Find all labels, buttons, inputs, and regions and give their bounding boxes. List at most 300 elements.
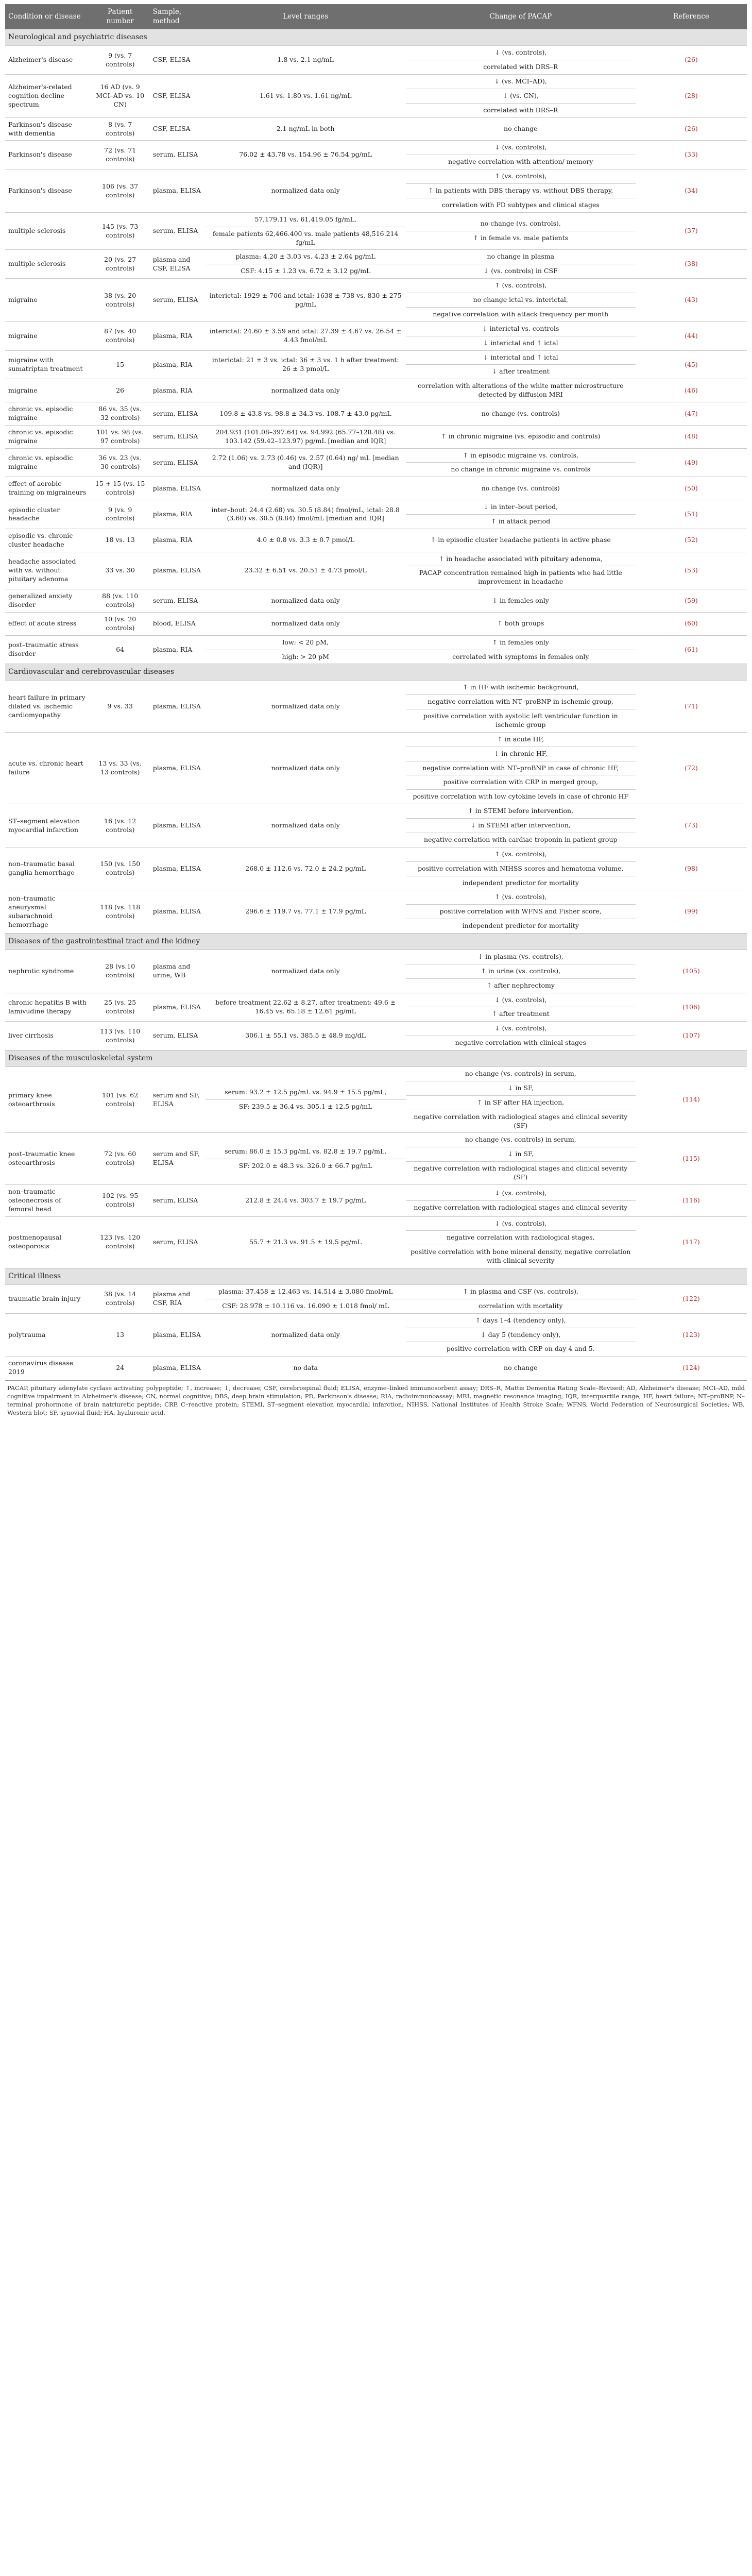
change-line: ↑ in headache associated with pituitary adenoma, [438, 554, 603, 563]
reference-link[interactable]: (37) [636, 212, 747, 250]
level-ranges-cell [206, 1284, 406, 1313]
patient-number-cell: 8 (vs. 7 controls) [91, 117, 150, 141]
reference-link[interactable]: (26) [636, 117, 747, 141]
reference-link[interactable]: (46) [636, 379, 747, 402]
table-body [5, 29, 747, 1379]
patient-number-cell: 150 (vs. 150 controls) [91, 847, 150, 890]
patient-number-cell: 38 (vs. 20 controls) [91, 279, 150, 322]
change-line: negative correlation with radiological stages and clinical severity (SF) [406, 1161, 636, 1184]
reference-link[interactable]: (60) [636, 612, 747, 635]
level-range-line: 204.931 (101.08–397.64) vs. 94.992 (65.77–128.48) vs. 103.142 (59.42–123.97) pg/mL [median and IQR] [215, 428, 396, 445]
level-range-line: 55.7 ± 21.3 vs. 91.5 ± 19.5 pg/mL [249, 1238, 362, 1246]
level-range-line: CSF: 28.978 ± 10.116 vs. 16.090 ± 1.018 fmol/ mL [206, 1299, 406, 1313]
change-of-pacap-cell [406, 402, 636, 426]
reference-link[interactable]: (71) [636, 681, 747, 733]
table-row [5, 612, 747, 635]
condition-cell: heart failure in primary dilated vs. ischemic cardiomyopathy [5, 681, 91, 733]
section-header-row [5, 934, 747, 950]
patient-number-cell: 9 vs. 33 [91, 681, 150, 733]
level-ranges-cell [206, 1067, 406, 1133]
change-line: ↓ (vs. controls), [494, 1024, 547, 1032]
table-row [5, 141, 747, 170]
section-title: Critical illness [5, 1268, 747, 1285]
level-range-line: no data [293, 1363, 318, 1371]
sample-method-cell: plasma, RIA [150, 635, 206, 664]
change-of-pacap-cell [406, 321, 636, 350]
level-range-line: normalized data only [271, 619, 340, 628]
reference-link[interactable]: (61) [636, 635, 747, 664]
table-row [5, 212, 747, 250]
reference-link[interactable]: (44) [636, 321, 747, 350]
change-of-pacap-cell [406, 425, 636, 448]
change-line: ↓ (vs. controls), [494, 995, 547, 1004]
level-ranges-cell [206, 1133, 406, 1185]
level-range-line: high: > 20 pM [206, 650, 406, 664]
change-line: no change (vs. controls) in serum, [465, 1136, 576, 1144]
table-row [5, 1216, 747, 1268]
change-of-pacap-cell [406, 448, 636, 477]
patient-number-cell: 87 (vs. 40 controls) [91, 321, 150, 350]
change-of-pacap-cell [406, 804, 636, 848]
change-line: positive correlation with CRP in merged group, [406, 775, 636, 789]
level-ranges-cell [206, 635, 406, 664]
sample-method-cell: plasma, ELISA [150, 732, 206, 804]
change-line: correlated with symptoms in females only [406, 650, 636, 664]
reference-link[interactable]: (105) [636, 950, 747, 993]
table-row [5, 75, 747, 118]
change-line: ↓ in females only [492, 596, 549, 604]
reference-link[interactable]: (26) [636, 46, 747, 75]
sample-method-cell: CSF, ELISA [150, 46, 206, 75]
change-line: ↑ in female vs. male patients [406, 231, 636, 245]
patient-number-cell: 113 (vs. 110 controls) [91, 1022, 150, 1050]
change-line: ↑ in STEMI before intervention, [468, 807, 574, 815]
level-ranges-cell [206, 847, 406, 890]
change-line: ↓ interictal vs. controls [482, 324, 559, 332]
table-row [5, 1284, 747, 1313]
table-row [5, 477, 747, 500]
level-range-line: before treatment 22.62 ± 8.27, after treatment: 49.6 ± 16.45 vs. 65.18 ± 12.61 pg/mL [215, 998, 396, 1015]
change-of-pacap-cell [406, 250, 636, 279]
patient-number-cell: 13 vs. 33 (vs. 13 controls) [91, 732, 150, 804]
sample-method-cell: CSF, ELISA [150, 117, 206, 141]
patient-number-cell: 64 [91, 635, 150, 664]
table-row [5, 1133, 747, 1185]
change-of-pacap-cell [406, 612, 636, 635]
reference-link[interactable]: (115) [636, 1133, 747, 1185]
level-ranges-cell [206, 321, 406, 350]
change-line: negative correlation with attack frequency per month [406, 307, 636, 321]
level-ranges-cell [206, 804, 406, 848]
level-ranges-cell [206, 950, 406, 993]
table-row [5, 993, 747, 1022]
sample-method-cell: plasma, RIA [150, 350, 206, 379]
change-line: ↑ in attack period [406, 514, 636, 529]
change-of-pacap-cell [406, 350, 636, 379]
change-line: ↓ interictal and ↑ ictal [483, 353, 558, 361]
change-line: ↑ both groups [497, 619, 544, 628]
condition-cell: Alzheimer's-related cognition decline spectrum [5, 75, 91, 118]
table-row [5, 1313, 747, 1357]
header-reference: Reference [636, 4, 747, 29]
level-ranges-cell [206, 1216, 406, 1268]
condition-cell: Parkinson's disease [5, 170, 91, 213]
change-of-pacap-cell [406, 1022, 636, 1050]
change-of-pacap-cell [406, 212, 636, 250]
change-line: positive correlation with systolic left ventricular function in ischemic group [406, 709, 636, 732]
table-row [5, 681, 747, 733]
sample-method-cell: plasma, RIA [150, 500, 206, 529]
change-line: independent predictor for mortality [406, 876, 636, 890]
level-ranges-cell [206, 250, 406, 279]
change-line: negative correlation with cardiac troponin in patient group [406, 833, 636, 847]
change-of-pacap-cell [406, 529, 636, 552]
change-line: ↓ in chronic HF, [406, 747, 636, 761]
change-line: no change in plasma [487, 252, 555, 261]
change-line: correlated with DRS–R [406, 60, 636, 74]
condition-cell: episodic cluster headache [5, 500, 91, 529]
change-line: no change [504, 125, 538, 133]
patient-number-cell: 101 vs. 98 (vs. 97 controls) [91, 425, 150, 448]
sample-method-cell: CSF, ELISA [150, 75, 206, 118]
sample-method-cell: plasma and urine, WB [150, 950, 206, 993]
level-range-line: normalized data only [271, 386, 340, 394]
change-line: no change [504, 1363, 538, 1371]
condition-cell: headache associated with vs. without pituitary adenoma [5, 552, 91, 589]
level-range-line: SF: 239.5 ± 36.4 vs. 305.1 ± 12.5 pg/mL [206, 1099, 406, 1114]
level-ranges-cell [206, 1313, 406, 1357]
section-header-row [5, 1268, 747, 1285]
condition-cell: Parkinson's disease [5, 141, 91, 170]
reference-link[interactable]: (52) [636, 529, 747, 552]
document-page [5, 0, 747, 1422]
reference-link[interactable]: (49) [636, 448, 747, 477]
reference-link[interactable]: (43) [636, 279, 747, 322]
condition-cell: generalized anxiety disorder [5, 589, 91, 613]
table-footnote: PACAP, pituitary adenylate cyclase activating polypeptide; ↑, increase; ↓, decrease; CSF, cerebrospinal fluid; ELISA, enzyme–linked immunosorbent assay; DRS–R, Mattis Dementia Rating Scale–Revised; AD, Alzheimer's disease; MCI–AD, mild cognitive impairment in Alzheimer's disease; CN, normal cognitive; DBS, deep brain stimulation; PD, Parkinson's disease; RIA, radioimmunoassay; MRI, magnetic resonance imaging; IQR, interquartile range; HF, heart failure; NT–proBNP, N–terminal prohormone of brain natriuretic peptide; CRP, C–reactive protein; STEMI, ST–segment elevation myocardial infarction; NIHSS, National Institutes of Health Stroke Scale; WFNS, World Federation of Neurosurgical Societies; WB, Western blot; SF, synovial fluid; HA, hyaluronic acid. [5, 1380, 747, 1417]
patient-number-cell: 16 AD (vs. 9 MCI–AD vs. 10 CN) [91, 75, 150, 118]
sample-method-cell: blood, ELISA [150, 612, 206, 635]
condition-cell: effect of acute stress [5, 612, 91, 635]
level-range-line: 296.6 ± 119.7 vs. 77.1 ± 17.9 pg/mL [245, 907, 366, 916]
change-of-pacap-cell [406, 1133, 636, 1185]
change-line: ↑ in chronic migraine (vs. episodic and controls) [441, 432, 601, 440]
patient-number-cell: 118 (vs. 118 controls) [91, 890, 150, 934]
level-range-line: normalized data only [271, 187, 340, 195]
condition-cell: chronic hepatitis B with lamivudine therapy [5, 993, 91, 1022]
sample-method-cell: serum, ELISA [150, 141, 206, 170]
change-line: positive correlation with CRP on day 4 and 5. [406, 1342, 636, 1356]
reference-link[interactable]: (53) [636, 552, 747, 589]
reference-link[interactable]: (47) [636, 402, 747, 426]
change-line: ↓ (vs. CN), [406, 89, 636, 103]
patient-number-cell: 20 (vs. 27 controls) [91, 250, 150, 279]
header-change-of-pacap: Change of PACAP [406, 4, 636, 29]
change-line: ↓ (vs. MCI–AD), [494, 77, 547, 86]
change-of-pacap-cell [406, 500, 636, 529]
condition-cell: liver cirrhosis [5, 1022, 91, 1050]
level-ranges-cell [206, 1022, 406, 1050]
change-of-pacap-cell [406, 732, 636, 804]
change-line: ↓ (vs. controls), [494, 1189, 547, 1197]
patient-number-cell: 15 [91, 350, 150, 379]
condition-cell: chronic vs. episodic migraine [5, 448, 91, 477]
level-range-line: normalized data only [271, 596, 340, 604]
table-row [5, 635, 747, 664]
change-line: ↑ in HF with ischemic background, [463, 683, 579, 691]
sample-method-cell: serum and SF, ELISA [150, 1133, 206, 1185]
change-line: negative correlation with radiological stages, [406, 1230, 636, 1245]
reference-link[interactable]: (45) [636, 350, 747, 379]
table-row [5, 804, 747, 848]
change-line: independent predictor for mortality [406, 919, 636, 933]
reference-link[interactable]: (28) [636, 75, 747, 118]
table-row [5, 279, 747, 322]
level-range-line: plasma: 37.458 ± 12.463 vs. 14.514 ± 3.080 fmol/mL [218, 1287, 393, 1295]
change-line: correlated with DRS–R [406, 103, 636, 117]
patient-number-cell: 9 (vs. 9 controls) [91, 500, 150, 529]
sample-method-cell: serum, ELISA [150, 1216, 206, 1268]
change-line: ↓ in inter–bout period, [483, 503, 558, 511]
sample-method-cell: plasma and CSF, ELISA [150, 250, 206, 279]
level-range-line: 306.1 ± 55.1 vs. 385.5 ± 48.9 mg/dL [245, 1031, 366, 1040]
change-line: ↓ after treatment [406, 364, 636, 379]
reference-link[interactable]: (122) [636, 1284, 747, 1313]
level-ranges-cell [206, 170, 406, 213]
condition-cell: chronic vs. episodic migraine [5, 402, 91, 426]
header-sample-method: Sample, method [150, 4, 206, 29]
level-range-line: 23.32 ± 6.51 vs. 20.51 ± 4.73 pmol/L [244, 566, 367, 574]
change-line: ↑ after nephrectomy [406, 978, 636, 993]
change-line: ↑ days 1–4 (tendency only), [475, 1316, 566, 1324]
level-range-line: normalized data only [271, 1330, 340, 1338]
change-of-pacap-cell [406, 1067, 636, 1133]
level-ranges-cell [206, 448, 406, 477]
reference-link[interactable]: (34) [636, 170, 747, 213]
level-ranges-cell [206, 212, 406, 250]
table-row [5, 847, 747, 890]
change-line: ↑ in episodic migraine vs. controls, [463, 451, 578, 459]
reference-link[interactable]: (73) [636, 804, 747, 848]
condition-cell: Alzheimer's disease [5, 46, 91, 75]
condition-cell: episodic vs. chronic cluster headache [5, 529, 91, 552]
sample-method-cell: serum, ELISA [150, 425, 206, 448]
table-row [5, 379, 747, 402]
change-line: positive correlation with WFNS and Fisher score, [406, 904, 636, 919]
change-of-pacap-cell [406, 477, 636, 500]
condition-cell: non–traumatic osteonecrosis of femoral head [5, 1184, 91, 1216]
reference-link[interactable]: (117) [636, 1216, 747, 1268]
table-row [5, 950, 747, 993]
change-of-pacap-cell [406, 890, 636, 934]
patient-number-cell: 72 (vs. 60 controls) [91, 1133, 150, 1185]
condition-cell: ST–segment elevation myocardial infarction [5, 804, 91, 848]
change-of-pacap-cell [406, 75, 636, 118]
level-ranges-cell [206, 425, 406, 448]
level-ranges-cell [206, 75, 406, 118]
table-header-row [5, 4, 747, 29]
level-range-line: interictal: 21 ± 3 vs. ictal: 36 ± 3 vs. 1 h after treatment: 26 ± 3 pmol/L [212, 356, 399, 372]
condition-cell: migraine [5, 379, 91, 402]
reference-link[interactable]: (114) [636, 1067, 747, 1133]
change-line: no change in chronic migraine vs. controls [406, 462, 636, 477]
patient-number-cell: 106 (vs. 37 controls) [91, 170, 150, 213]
table-row [5, 350, 747, 379]
sample-method-cell: plasma, ELISA [150, 681, 206, 733]
change-line: ↓ (vs. controls), [494, 48, 547, 57]
condition-cell: migraine with sumatriptan treatment [5, 350, 91, 379]
level-range-line: 1.61 vs. 1.80 vs. 1.61 ng/mL [259, 91, 352, 99]
sample-method-cell: serum, ELISA [150, 448, 206, 477]
section-header-row [5, 664, 747, 681]
level-ranges-cell [206, 1184, 406, 1216]
change-of-pacap-cell [406, 950, 636, 993]
reference-link[interactable]: (107) [636, 1022, 747, 1050]
change-line: ↓ in STEMI after intervention, [406, 818, 636, 833]
section-title: Neurological and psychiatric diseases [5, 29, 747, 46]
level-ranges-cell [206, 612, 406, 635]
sample-method-cell: plasma, ELISA [150, 1313, 206, 1357]
patient-number-cell: 28 (vs.10 controls) [91, 950, 150, 993]
change-of-pacap-cell [406, 379, 636, 402]
level-range-line: serum: 86.0 ± 15.3 pg/mL vs. 82.8 ± 19.7 pg/mL, [225, 1147, 387, 1155]
change-line: ↑ in females only [492, 638, 549, 646]
patient-number-cell: 33 vs. 30 [91, 552, 150, 589]
change-line: negative correlation with NT–proBNP in case of chronic HF, [406, 761, 636, 775]
reference-link[interactable]: (38) [636, 250, 747, 279]
reference-link[interactable]: (33) [636, 141, 747, 170]
change-line: ↑ in SF after HA injection, [406, 1095, 636, 1110]
header-patient-number: Patient number [91, 4, 150, 29]
level-ranges-cell [206, 141, 406, 170]
table-row [5, 890, 747, 934]
table-row [5, 170, 747, 213]
reference-link[interactable]: (48) [636, 425, 747, 448]
table-row [5, 448, 747, 477]
reference-link[interactable]: (124) [636, 1357, 747, 1379]
sample-method-cell: plasma, ELISA [150, 477, 206, 500]
reference-link[interactable]: (51) [636, 500, 747, 529]
condition-cell: effect of aerobic training on migraineurs [5, 477, 91, 500]
sample-method-cell: serum, ELISA [150, 279, 206, 322]
reference-link[interactable]: (98) [636, 847, 747, 890]
change-line: negative correlation with radiological stages and clinical severity (SF) [406, 1110, 636, 1133]
change-line: ↓ (vs. controls) in CSF [406, 264, 636, 278]
change-line: ↑ after treatment [406, 1007, 636, 1021]
change-of-pacap-cell [406, 993, 636, 1022]
condition-cell: post–traumatic stress disorder [5, 635, 91, 664]
patient-number-cell: 102 (vs. 95 controls) [91, 1184, 150, 1216]
change-line: PACAP concentration remained high in patients who had little improvement in headache [406, 566, 636, 589]
patient-number-cell: 24 [91, 1357, 150, 1379]
condition-cell: migraine [5, 279, 91, 322]
condition-cell: multiple sclerosis [5, 250, 91, 279]
reference-link[interactable]: (123) [636, 1313, 747, 1357]
level-ranges-cell [206, 379, 406, 402]
level-range-line: 212.8 ± 24.4 vs. 303.7 ± 19.7 pg/mL [245, 1196, 366, 1204]
level-range-line: CSF: 4.15 ± 1.23 vs. 6.72 ± 3.12 pg/mL [206, 264, 406, 278]
change-line: ↑ (vs. controls), [494, 893, 547, 901]
level-range-line: female patients 62,466.400 vs. male patients 48,516.214 fg/mL [206, 227, 406, 250]
change-of-pacap-cell [406, 170, 636, 213]
sample-method-cell: plasma and CSF, RIA [150, 1284, 206, 1313]
patient-number-cell: 26 [91, 379, 150, 402]
change-line: positive correlation with NIHSS scores and hematoma volume, [406, 861, 636, 876]
reference-link[interactable]: (50) [636, 477, 747, 500]
sample-method-cell: plasma, ELISA [150, 170, 206, 213]
level-range-line: plasma: 4.20 ± 3.03 vs. 4.23 ± 2.64 pg/mL [235, 252, 375, 261]
section-title: Diseases of the musculoskeletal system [5, 1050, 747, 1067]
patient-number-cell: 145 (vs. 73 controls) [91, 212, 150, 250]
table-row [5, 529, 747, 552]
reference-link[interactable]: (72) [636, 732, 747, 804]
change-line: ↓ (vs. controls), [494, 143, 547, 151]
change-of-pacap-cell [406, 279, 636, 322]
change-of-pacap-cell [406, 141, 636, 170]
level-range-line: interictal: 1929 ± 706 and ictal: 1638 ± 738 vs. 830 ± 275 pg/mL [209, 291, 402, 308]
change-line: negative correlation with radiological stages and clinical severity [406, 1200, 636, 1215]
level-ranges-cell [206, 279, 406, 322]
section-title: Cardiovascular and cerebrovascular diseases [5, 664, 747, 681]
table-row [5, 402, 747, 426]
change-line: ↓ interictal and ↑ ictal [406, 336, 636, 350]
sample-method-cell: plasma, ELISA [150, 804, 206, 848]
level-ranges-cell [206, 529, 406, 552]
reference-link[interactable]: (59) [636, 589, 747, 613]
change-line: no change ictal vs. interictal, [406, 293, 636, 307]
level-ranges-cell [206, 681, 406, 733]
change-line: ↓ in SF, [406, 1081, 636, 1095]
change-of-pacap-cell [406, 589, 636, 613]
level-range-line: 2.1 ng/mL in both [276, 125, 335, 133]
change-line: positive correlation with bone mineral density, negative correlation with clinical severity [406, 1245, 636, 1268]
level-range-line: 76.02 ± 43.78 vs. 154.96 ± 76.54 pg/mL [239, 150, 372, 159]
change-line: ↑ (vs. controls), [494, 281, 547, 290]
change-of-pacap-cell [406, 1216, 636, 1268]
change-line: no change (vs. controls) in serum, [465, 1070, 576, 1077]
level-range-line: normalized data only [271, 821, 340, 829]
level-range-line: 268.0 ± 112.6 vs. 72.0 ± 24.2 pg/mL [245, 864, 366, 872]
sample-method-cell: serum, ELISA [150, 1184, 206, 1216]
table-row [5, 425, 747, 448]
change-line: ↑ in plasma and CSF (vs. controls), [463, 1287, 579, 1295]
change-line: ↓ day 5 (tendency only), [406, 1328, 636, 1342]
level-ranges-cell [206, 350, 406, 379]
change-line: ↓ (vs. controls), [494, 1219, 547, 1227]
level-range-line: 1.8 vs. 2.1 ng/mL [277, 56, 334, 64]
change-of-pacap-cell [406, 117, 636, 141]
condition-cell: Parkinson's disease with dementia [5, 117, 91, 141]
change-of-pacap-cell [406, 552, 636, 589]
change-line: ↑ in patients with DBS therapy vs. without DBS therapy, [406, 183, 636, 198]
table-row [5, 1022, 747, 1050]
header-level-ranges: Level ranges [206, 4, 406, 29]
level-ranges-cell [206, 732, 406, 804]
change-line: no change (vs. controls), [480, 219, 561, 228]
reference-link[interactable]: (99) [636, 890, 747, 934]
level-range-line: 109.8 ± 43.8 vs. 98.8 ± 34.3 vs. 108.7 ± 43.0 pg/mL [219, 409, 391, 417]
level-range-line: interictal: 24.60 ± 3.59 and ictal: 27.39 ± 4.67 vs. 26.54 ± 4.43 fmol/mL [209, 327, 402, 344]
reference-link[interactable]: (106) [636, 993, 747, 1022]
change-line: ↑ (vs. controls), [494, 172, 547, 180]
change-of-pacap-cell [406, 1284, 636, 1313]
patient-number-cell: 16 (vs. 12 controls) [91, 804, 150, 848]
change-line: negative correlation with attention/ memory [406, 155, 636, 169]
change-line: correlation with PD subtypes and clinical stages [406, 198, 636, 212]
reference-link[interactable]: (116) [636, 1184, 747, 1216]
level-ranges-cell [206, 477, 406, 500]
patient-number-cell: 9 (vs. 7 controls) [91, 46, 150, 75]
